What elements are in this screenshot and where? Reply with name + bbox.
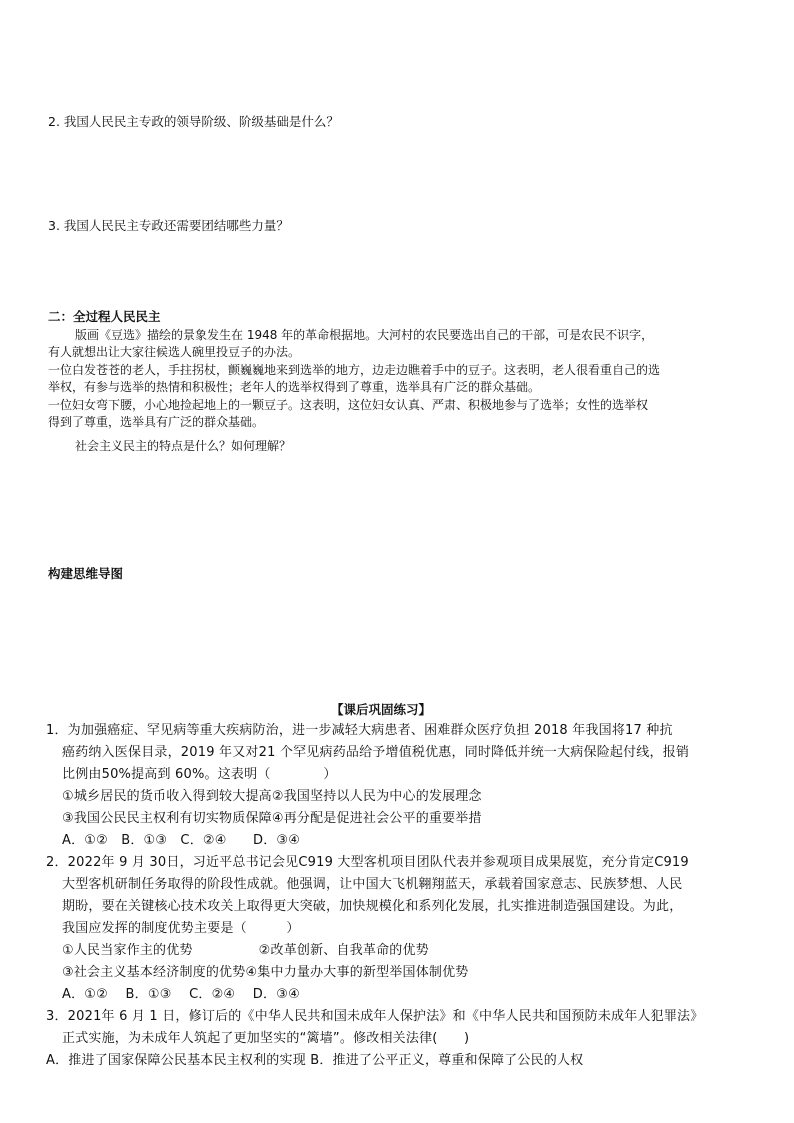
section-question: 社会主义民主的特点是什么？如何理解？ bbox=[75, 439, 292, 453]
exercise-1-choices: A．①② B．①③ C．②④ D．③④ bbox=[62, 833, 301, 848]
exercises-title: 【课后巩固练习】 bbox=[331, 702, 432, 717]
exercise-3-stem: 3．2021年 6 月 1 日，修订后的《中华人民共和国未成年人保护法》和《中华人民共和国预防未成年人犯罪法》 bbox=[46, 1009, 704, 1024]
paragraph-line: 一位妇女弯下腰，小心地捡起地上的一颗豆子。这表明，这位妇女认真、严肃、积极地参与了选举；女性的选举权 bbox=[48, 398, 649, 412]
exercise-1-option: ③我国公民民主权利有切实物质保障④再分配是促进社会公平的重要举措 bbox=[62, 811, 482, 826]
exercise-1-stem: 1．为加强癌症、罕见病等重大疾病防治，进一步减轻大病患者、困难群众医疗负担 2018 年我国将17 种抗 bbox=[46, 723, 673, 738]
question-3: 3. 我国人民民主专政还需要团结哪些力量？ bbox=[48, 218, 289, 233]
section-heading-whole-process-democracy: 二：全过程人民民主 bbox=[48, 309, 161, 324]
paragraph-line: 得到了尊重，选举具有广泛的群众基础。 bbox=[48, 415, 265, 429]
exercise-2-option: ③社会主义基本经济制度的优势④集中力量办大事的新型举国体制优势 bbox=[62, 965, 469, 980]
question-2: 2. 我国人民民主专政的领导阶级、阶级基础是什么？ bbox=[48, 114, 339, 129]
mindmap-heading: 构建思维导图 bbox=[48, 566, 124, 581]
paragraph-line: 有人就想出让大家往候选人碗里投豆子的办法。 bbox=[48, 345, 301, 359]
exercise-2-stem: 2．2022年 9 月 30日，习近平总书记会见C919 大型客机项目团队代表并参观项目成果展览，充分肯定C919 bbox=[46, 855, 689, 870]
exercise-2-option: ①人民当家作主的优势 ②改革创新、自我革命的优势 bbox=[62, 943, 429, 958]
exercise-3-choices: A．推进了国家保障公民基本民主权利的实现 B．推进了公平正义，尊重和保障了公民的人权 bbox=[46, 1053, 584, 1068]
exercise-1-option: ①城乡居民的货币收入得到较大提高②我国坚持以人民为中心的发展理念 bbox=[62, 789, 482, 804]
exercise-2-choices: A．①② B．①③ C．②④ D．③④ bbox=[62, 987, 300, 1002]
paragraph-line: 举权，有参与选举的热情和积极性；老年人的选举权得到了尊重，选举具有广泛的群众基础。 bbox=[48, 380, 541, 394]
exercise-2-stem: 期盼，要在关键核心技术攻关上取得更大突破，加快规模化和系列化发展，扎实推进制造强国建设。为此， bbox=[62, 899, 683, 914]
exercise-1-stem: 比例由50%提高到 60%。这表明（ ） bbox=[62, 767, 337, 782]
paragraph-line: 一位白发苍苍的老人，手拄拐杖，颤巍巍地来到选举的地方，边走边瞧着手中的豆子。这表明，老人很看重自己的选 bbox=[48, 363, 661, 377]
exercise-2-stem: 我国应发挥的制度优势主要是（ ） bbox=[62, 921, 300, 936]
paragraph-line: 版画《豆选》描绘的景象发生在 1948 年的革命根据地。大河村的农民要选出自己的干部，可是农民不识字， bbox=[75, 328, 654, 342]
exercise-3-stem: 正式实施，为未成年人筑起了更加坚实的“篱墙”。修改相关法律( ) bbox=[62, 1031, 470, 1046]
exercise-1-stem: 癌药纳入医保目录，2019 年又对21 个罕见病药品给予增值税优惠，同时降低并统一大病保险起付线，报销 bbox=[62, 745, 690, 760]
exercise-2-stem: 大型客机研制任务取得的阶段性成就。他强调，让中国大飞机翱翔蓝天，承载着国家意志、民族梦想、人民 bbox=[62, 877, 683, 892]
